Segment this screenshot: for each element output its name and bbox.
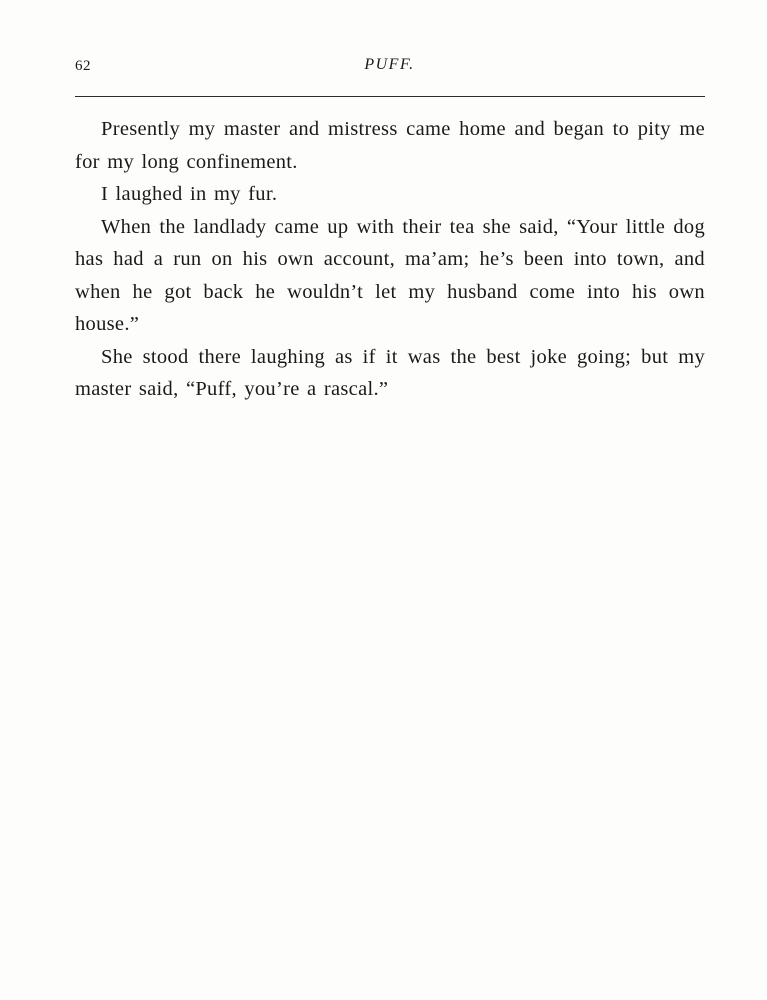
paragraph-3: When the landlady came up with their tea she said, “Your little dog has had a run on his own account, ma’am; he’s been into town, and when he got back he wouldn’t let my husband come into his own house.” [75,215,705,335]
running-title: PUFF. [364,56,415,73]
body-text [75,113,705,406]
running-head [75,52,704,82]
paragraph-2: I laughed in my fur. [101,183,278,205]
page-number: 62 [75,58,91,74]
header-rule [75,96,705,97]
paragraph-4: She stood there laughing as if it was the best joke going; but my master said, “Puff, you’re a rascal.” [75,345,705,400]
paragraph-1: Presently my master and mistress came home and began to pity me for my long confinement. [75,118,705,173]
